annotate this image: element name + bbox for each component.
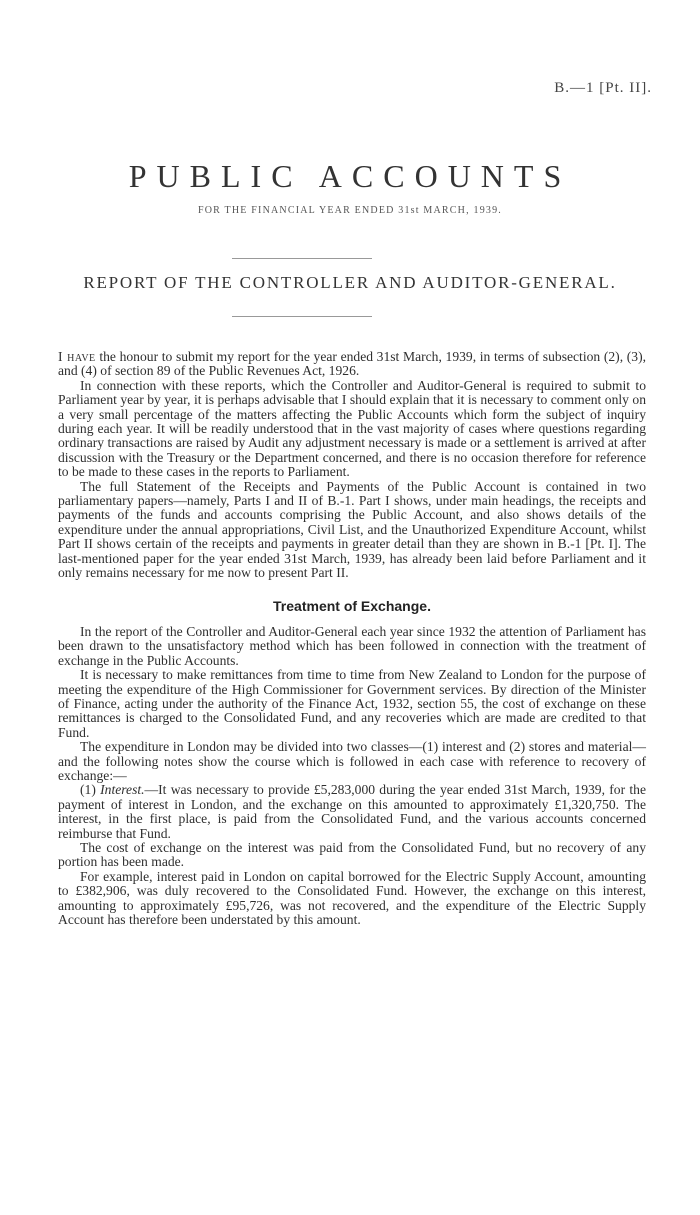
exchange-paragraph-4 bbox=[58, 783, 646, 841]
report-heading: REPORT OF THE CONTROLLER AND AUDITOR-GENERAL. bbox=[83, 273, 617, 292]
page-subtitle: FOR THE FINANCIAL YEAR ENDED 31st MARCH, 1939. bbox=[197, 205, 502, 216]
exchange-paragraph-1: In the report of the Controller and Auditor-General each year since 1932 the attention of Parliament has been drawn to the unsatisfactory method which has been followed in connection with the treatment of exchange in the Public Accounts. bbox=[58, 623, 646, 668]
interest-text: —It was necessary to provide £5,283,000 during the year ended 31st March, 1939, for the payment of interest in London, and the exchange on this amounted to approximately £1,320,750. The interest, in the first place, is paid from the Consolidated Fund, and the various accounts concerned reimburse that Fund. bbox=[58, 782, 647, 841]
intro-paragraph-1 bbox=[58, 350, 646, 379]
divider-top bbox=[232, 258, 372, 259]
interest-label: Interest. bbox=[100, 782, 145, 798]
divider-bottom bbox=[232, 316, 372, 317]
section-heading-exchange: Treatment of Exchange. bbox=[273, 597, 431, 614]
exchange-paragraph-6: For example, interest paid in London on capital borrowed for the Electric Supply Account, amounting to £382,906, was duly recovered to the Consolidated Fund. However, the exchange on this interest, amounting to approximately £95,726, was not recovered, and the expenditure of the Electric Supply Account has therefore been understated by this amount. bbox=[58, 868, 646, 928]
paper-reference: B.—1 [Pt. II]. bbox=[554, 80, 652, 96]
interest-number: (1) bbox=[80, 782, 101, 798]
intro-lead: I have bbox=[58, 349, 96, 364]
exchange-paragraph-3: The expenditure in London may be divided into two classes—(1) interest and (2) stores and material—and the following notes show the course which is followed in each case with reference to recovery of exchange:— bbox=[58, 739, 646, 783]
exchange-paragraph-5: The cost of exchange on the interest was paid from the Consolidated Fund, but no recovery of any portion has been made. bbox=[58, 840, 646, 870]
report-body bbox=[58, 350, 646, 927]
exchange-paragraph-2: It is necessary to make remittances from time to time from New Zealand to London for the purpose of meeting the expenditure of the High Commissioner for Government services. By direction of the Minister of Finance, acting under the authority of the Finance Act, 1932, section 55, the cost of exchange on these remittances is charged to the Consolidated Fund, and any recoveries which are made are credited to that Fund. bbox=[58, 667, 646, 740]
intro-paragraph-3: The full Statement of the Receipts and Payments of the Public Account is contained in two parliamentary papers—namely, Parts I and II of B.-1. Part I shows, under main headings, the receipts and payments of the funds and accounts comprising the Public Account, and also shows details of the expenditure under the annual appropriations, Civil List, and the Unauthorized Expenditure Account, whilst Part II shows certain of the receipts and payments in greater detail than they are shown in B.-1 [Pt. I]. The last-mentioned paper for the year ended 31st March, 1939, has already been laid before Parliament and it only remains necessary for me now to present Part II. bbox=[58, 478, 646, 581]
intro-paragraph-1-text: the honour to submit my report for the year ended 31st March, 1939, in terms of subsection (2), (3), and (4) of section 89 of the Public Revenues Act, 1926. bbox=[58, 349, 646, 379]
page-title: PUBLIC ACCOUNTS bbox=[128, 158, 572, 194]
intro-paragraph-2: In connection with these reports, which the Controller and Auditor-General is required to submit to Parliament year by year, it is perhaps advisable that I should explain that it is necessary to comment only on a very small percentage of the matters affecting the Public Accounts which form the subject of inquiry during each year. It will be readily understood that in the vast majority of cases where questions regarding ordinary transactions are raised by Audit any adjustment necessary is made or a settlement is arrived at after discussion with the Treasury or the Department concerned, and there is no occasion therefore for reference to be made to these cases in the reports to Parliament. bbox=[58, 377, 646, 480]
